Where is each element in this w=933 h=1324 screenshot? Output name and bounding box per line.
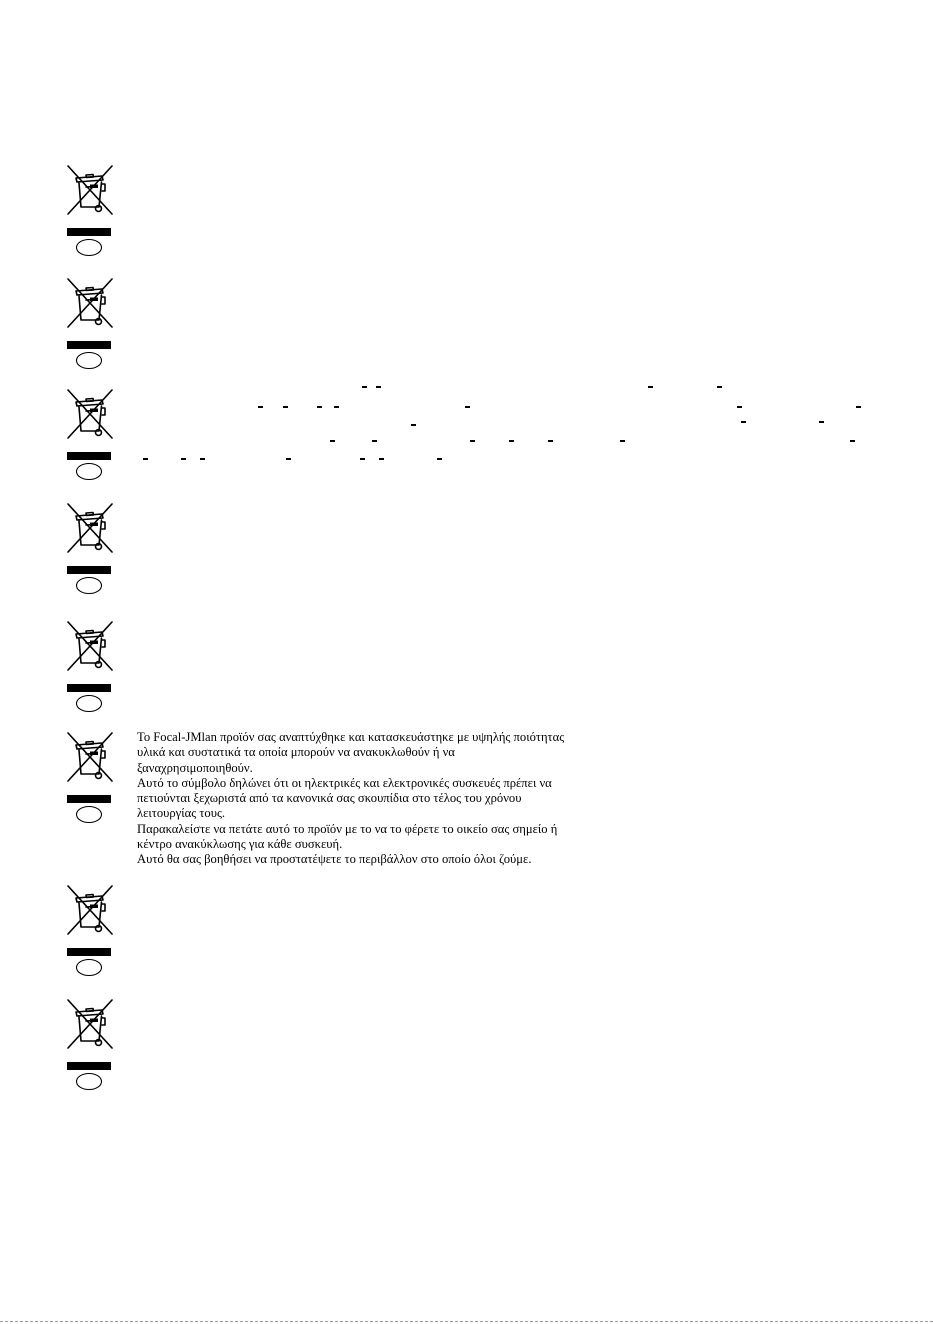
notice-line: πετιούνται ξεχωριστά από τα κανονικά σας σκουπίδια στο τέλος του χρόνου xyxy=(137,791,522,806)
crossed-out-wheelie-bin-icon xyxy=(62,731,118,821)
page-bottom-rule xyxy=(0,1321,933,1322)
notice-line: υλικά και συστατικά τα οποία μπορούν να ανακυκλωθούν ή να xyxy=(137,745,455,760)
notice-line: Το Focal-JMlan προϊόν σας αναπτύχθηκε και κατασκευάστηκε με υψηλής ποιότητας xyxy=(137,730,565,744)
crossed-out-wheelie-bin-icon xyxy=(62,620,118,710)
crossed-out-wheelie-bin-icon xyxy=(62,388,118,478)
crossed-out-wheelie-bin-icon xyxy=(62,502,118,592)
crossed-out-wheelie-bin-icon xyxy=(62,998,118,1088)
crossed-out-wheelie-bin-icon xyxy=(62,164,118,254)
notice-line: Αυτό το σύμβολο δηλώνει ότι οι ηλεκτρικές και ελεκτρονικές συσκευές πρέπει να xyxy=(137,775,552,790)
greek-recycling-notice xyxy=(137,730,597,868)
crossed-out-wheelie-bin-icon xyxy=(62,884,118,974)
crossed-out-wheelie-bin-icon xyxy=(62,277,118,367)
notice-line: ξαναχρησιμοποιηθούν. xyxy=(137,760,253,775)
notice-line: Παρακαλείστε να πετάτε αυτό το προϊόν με το να το φέρετε το οικείο σας σημείο ή xyxy=(137,821,558,836)
notice-line: Αυτό θα σας βοηθήσει να προστατέψετε το περιβάλλον στο οποίο όλοι ζούμε. xyxy=(137,852,532,867)
notice-line: κέντρο ανακύκλωσης για κάθε συσκευή. xyxy=(137,837,343,852)
notice-line: λειτουργίας τους. xyxy=(137,806,226,821)
